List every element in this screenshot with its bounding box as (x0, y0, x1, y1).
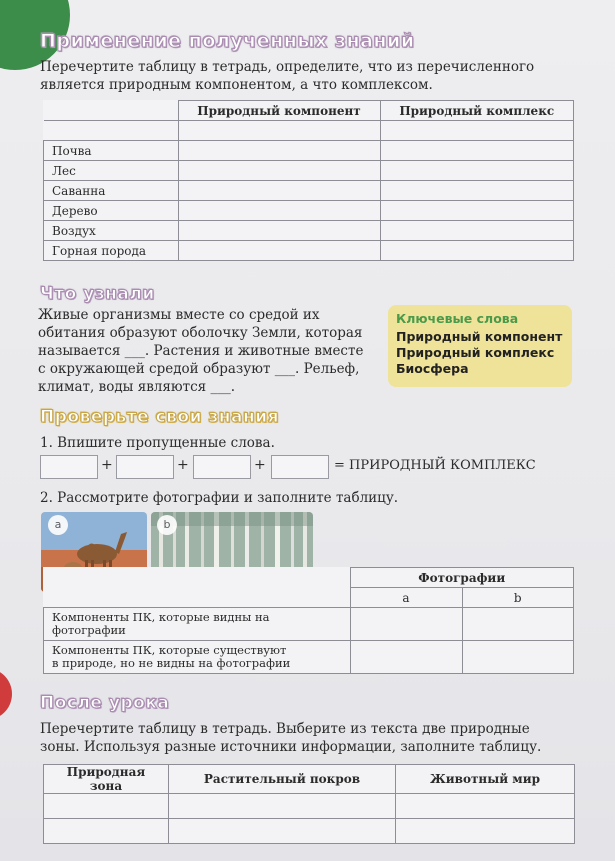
learned-line-1: Живые организмы вместе со средой их (38, 307, 320, 323)
learned-line-4: с окружающей средой образуют ___. Рельеф, (38, 361, 360, 377)
table-row-label: Воздух (44, 221, 179, 241)
table-row (44, 794, 575, 819)
table-row-label: Дерево (44, 201, 179, 221)
section-heading-after: После урока (40, 693, 170, 713)
learned-line-5: климат, воды являются ___. (38, 379, 236, 395)
blank-box-3 (193, 455, 251, 479)
table-row-label: Горная порода (44, 241, 179, 261)
row-label-line: Компоненты ПК, которые видны на (52, 610, 270, 624)
table-row-label: Почва (44, 141, 179, 161)
keyword-item: Биосфера (396, 361, 469, 376)
table-row-label: Лес (44, 161, 179, 181)
table-row (44, 201, 574, 221)
photo-label-badge: b (157, 515, 177, 535)
table-row (44, 141, 574, 161)
components-table (43, 100, 574, 261)
section-heading-apply: Применение полученных знаний (40, 30, 415, 52)
equation-result: = ПРИРОДНЫЙ КОМПЛЕКС (334, 458, 536, 473)
apply-instruction-line-2: является природным компонентом, а что комплексом. (40, 77, 433, 93)
task-1-text: 1. Впишите пропущенные слова. (40, 435, 275, 451)
row-label-line: Компоненты ПК, которые существуют (52, 643, 287, 657)
photos-table (43, 567, 574, 674)
table-spacer (44, 121, 179, 141)
task-2-text: 2. Рассмотрите фотографии и заполните таблицу. (40, 490, 399, 506)
row-label-line: в природе, но не видны на фотографии (52, 656, 291, 670)
table-row (44, 641, 574, 674)
learned-line-2: обитания образуют оболочку Земли, которая (38, 325, 363, 341)
table-row-label: Саванна (44, 181, 179, 201)
row-label-line: фотографии (52, 623, 126, 637)
after-instruction-line-1: Перечертите таблицу в тетрадь. Выберите из текста две природные (40, 721, 530, 737)
blank-box-2 (116, 455, 174, 479)
zones-table (43, 764, 575, 844)
section-heading-learned: Что узнали (40, 284, 155, 304)
table-row (44, 181, 574, 201)
keywords-box (388, 305, 572, 387)
column-b-header: b (462, 588, 574, 608)
table-row (44, 608, 574, 641)
zones-header-fauna: Животный мир (396, 765, 575, 794)
photos-header: Фотографии (350, 568, 574, 588)
plus-sign: + (254, 457, 266, 473)
keywords-title: Ключевые слова (396, 311, 519, 326)
table-corner-cell (44, 101, 179, 121)
keyword-item: Природный комплекс (396, 345, 555, 360)
plus-sign: + (177, 457, 189, 473)
section-heading-check: Проверьте свои знания (40, 407, 280, 427)
blank-box-4 (271, 455, 329, 479)
column-a-header: a (350, 588, 462, 608)
zones-header-zone: Природная зона (44, 765, 169, 794)
photo-label-badge: a (48, 515, 68, 535)
zones-header-vegetation: Растительный покров (169, 765, 396, 794)
table-row (44, 221, 574, 241)
table-row (44, 241, 574, 261)
learned-line-3: называется ___. Растения и животные вместе (38, 343, 364, 359)
page-tab-marker (0, 668, 12, 720)
table-header-component: Природный компонент (178, 101, 380, 121)
table-row (44, 161, 574, 181)
after-instruction-line-2: зоны. Используя разные источники информации, заполните таблицу. (40, 739, 542, 755)
table-header-complex: Природный комплекс (380, 101, 574, 121)
table-row (44, 819, 575, 844)
apply-instruction-line-1: Перечертите таблицу в тетрадь, определите, что из перечисленного (40, 59, 535, 75)
blank-box-1 (40, 455, 98, 479)
keyword-item: Природный компонент (396, 329, 563, 344)
plus-sign: + (101, 457, 113, 473)
